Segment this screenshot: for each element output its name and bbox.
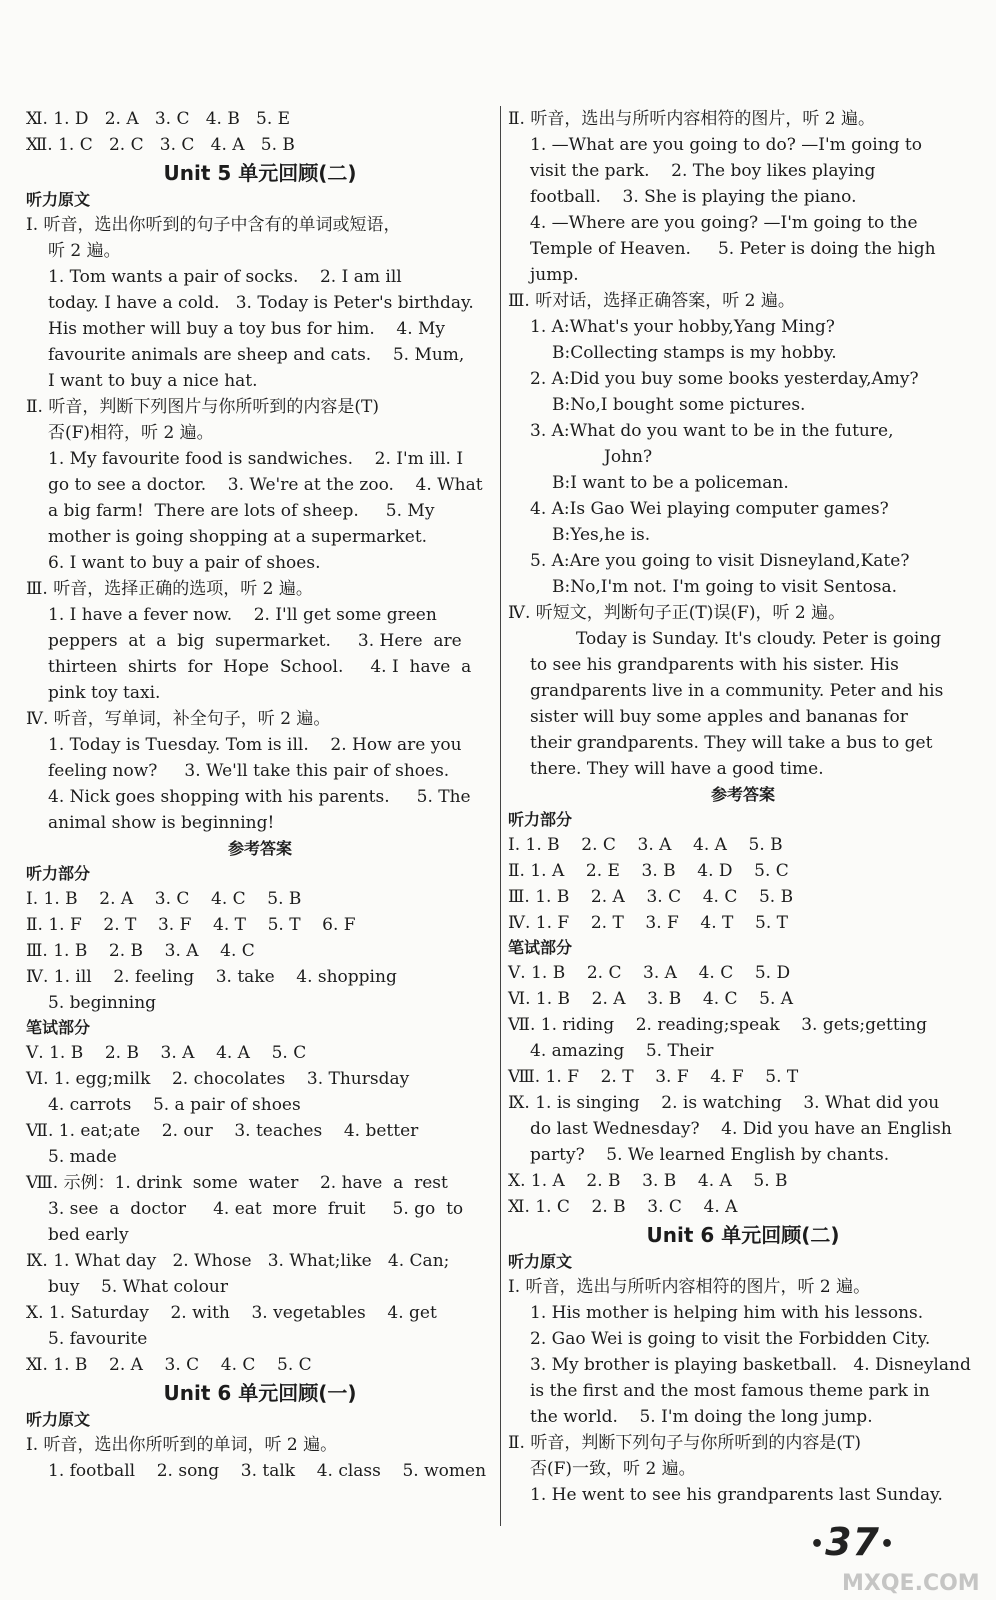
text-line: Ⅳ. 听音，写单词，补全句子，听 2 遍。: [26, 709, 331, 729]
text-line: there. They will have a good time.: [530, 759, 824, 779]
text-line: feeling now? 3. We'll take this pair of shoes.: [48, 761, 450, 781]
text-line: B:No,I bought some pictures.: [552, 395, 806, 415]
text-line: Ⅸ. 1. is singing 2. is watching 3. What did you: [508, 1093, 940, 1113]
text-line: 6. I want to buy a pair of shoes.: [48, 553, 321, 573]
answer-heading: 参考答案: [710, 785, 775, 804]
text-line: 1. —What are you going to do? —I'm going to: [530, 135, 922, 155]
text-line: the world. 5. I'm doing the long jump.: [530, 1407, 873, 1427]
watermark-text: MXQE.COM: [842, 1571, 980, 1596]
unit-heading: Unit 5 单元回顾(二): [163, 161, 357, 185]
text-line: party? 5. We learned English by chants.: [530, 1145, 890, 1165]
text-line: Ⅰ. 听音，选出与所听内容相符的图片，听 2 遍。: [508, 1277, 871, 1297]
page-number-text: 37: [825, 1520, 880, 1564]
text-line: Ⅺ. 1. C 2. B 3. C 4. A: [508, 1197, 738, 1217]
text-line: Ⅲ. 听音，选择正确的选项，听 2 遍。: [26, 579, 313, 599]
text-line: 1. My favourite food is sandwiches. 2. I'm ill. I: [48, 449, 464, 469]
watermark-logo: [838, 1550, 988, 1598]
text-line: do last Wednesday? 4. Did you have an English: [530, 1119, 952, 1139]
text-line: Ⅷ. 1. F 2. T 3. F 4. F 5. T: [508, 1067, 799, 1087]
text-line: Ⅴ. 1. B 2. B 3. A 4. A 5. C: [26, 1043, 307, 1063]
text-line: Ⅲ. 1. B 2. B 3. A 4. C: [26, 941, 255, 961]
text-line: Ⅺ. 1. D 2. A 3. C 4. B 5. E: [26, 109, 291, 129]
text-line: to see his grandparents with his sister. His: [530, 655, 899, 675]
text-line: B:No,I'm not. I'm going to visit Sentosa.: [552, 577, 898, 597]
text-line: jump.: [530, 265, 579, 285]
text-line: Ⅱ. 1. A 2. E 3. B 4. D 5. C: [508, 861, 789, 881]
text-line: 1. Today is Tuesday. Tom is ill. 2. How are you: [48, 735, 462, 755]
page-number: •37•: [810, 1520, 896, 1564]
column-divider: [500, 106, 501, 1526]
text-line: Ⅹ. 1. Saturday 2. with 3. vegetables 4. get: [26, 1303, 437, 1323]
text-line: Ⅵ. 1. B 2. A 3. B 4. C 5. A: [508, 989, 794, 1009]
text-line: 3. see a doctor 4. eat more fruit 5. go to: [48, 1199, 464, 1219]
section-heading: 听力原文: [26, 1410, 91, 1429]
unit-heading: Unit 6 单元回顾(二): [646, 1223, 840, 1247]
text-line: visit the park. 2. The boy likes playing: [530, 161, 876, 181]
text-line: Ⅹ. 1. A 2. B 3. B 4. A 5. B: [508, 1171, 788, 1191]
section-heading: 笔试部分: [508, 938, 573, 957]
text-line: bed early: [48, 1225, 129, 1245]
text-line: His mother will buy a toy bus for him. 4. My: [48, 319, 446, 339]
text-line: Ⅰ. 听音，选出你所听到的单词，听 2 遍。: [26, 1435, 338, 1455]
text-line: John?: [604, 447, 653, 467]
text-line: Ⅱ. 听音，判断下列句子与你所听到的内容是(T): [508, 1433, 861, 1453]
text-line: B:Collecting stamps is my hobby.: [552, 343, 837, 363]
text-line: their grandparents. They will take a bus to get: [530, 733, 933, 753]
text-line: Ⅳ. 1. ill 2. feeling 3. take 4. shopping: [26, 967, 397, 987]
text-line: animal show is beginning!: [48, 813, 275, 833]
text-line: Ⅷ. 示例：1. drink some water 2. have a rest: [26, 1173, 448, 1193]
text-line: 1. I have a fever now. 2. I'll get some green: [48, 605, 437, 625]
text-line: 1. His mother is helping him with his lessons.: [530, 1303, 924, 1323]
text-line: favourite animals are sheep and cats. 5. Mum,: [48, 345, 465, 365]
text-line: 2. Gao Wei is going to visit the Forbidden City.: [530, 1329, 931, 1349]
section-heading: 笔试部分: [26, 1018, 91, 1037]
text-line: Ⅸ. 1. What day 2. Whose 3. What;like 4. Can;: [26, 1251, 450, 1271]
text-line: is the first and the most famous theme park in: [530, 1381, 930, 1401]
section-heading: 听力原文: [508, 1252, 573, 1271]
text-line: Ⅲ. 听对话，选择正确答案，听 2 遍。: [508, 291, 795, 311]
text-line: 4. A:Is Gao Wei playing computer games?: [530, 499, 889, 519]
text-line: 5. beginning: [48, 993, 157, 1013]
text-line: Ⅲ. 1. B 2. A 3. C 4. C 5. B: [508, 887, 794, 907]
text-line: 4. Nick goes shopping with his parents. 5. The: [48, 787, 471, 807]
text-line: Ⅱ. 听音，选出与所听内容相符的图片，听 2 遍。: [508, 109, 875, 129]
text-line: buy 5. What colour: [48, 1277, 228, 1297]
text-line: 1. Tom wants a pair of socks. 2. I am ill: [48, 267, 402, 287]
text-line: Ⅵ. 1. egg;milk 2. chocolates 3. Thursday: [26, 1069, 410, 1089]
text-line: Ⅱ. 1. F 2. T 3. F 4. T 5. T 6. F: [26, 915, 356, 935]
text-line: Ⅻ. 1. C 2. C 3. C 4. A 5. B: [26, 135, 295, 155]
text-line: grandparents live in a community. Peter and his: [530, 681, 944, 701]
text-line: Ⅶ. 1. eat;ate 2. our 3. teaches 4. better: [26, 1121, 419, 1141]
text-line: go to see a doctor. 3. We're at the zoo. 4. What: [48, 475, 483, 495]
text-line: 1. football 2. song 3. talk 4. class 5. women: [48, 1461, 487, 1481]
text-line: 4. —Where are you going? —I'm going to the: [530, 213, 918, 233]
text-line: Ⅱ. 听音，判断下列图片与你所听到的内容是(T): [26, 397, 379, 417]
text-line: I want to buy a nice hat.: [48, 371, 258, 391]
text-line: Ⅰ. 1. B 2. C 3. A 4. A 5. B: [508, 835, 783, 855]
text-line: mother is going shopping at a supermarket.: [48, 527, 428, 547]
section-heading: 听力部分: [508, 810, 573, 829]
text-line: Ⅺ. 1. B 2. A 3. C 4. C 5. C: [26, 1355, 312, 1375]
text-line: Ⅳ. 1. F 2. T 3. F 4. T 5. T: [508, 913, 788, 933]
section-heading: 听力部分: [26, 864, 91, 883]
text-line: B:I want to be a policeman.: [552, 473, 789, 493]
text-line: 5. made: [48, 1147, 117, 1167]
text-line: Ⅳ. 听短文，判断句子正(T)误(F)，听 2 遍。: [508, 603, 846, 623]
text-line: 3. A:What do you want to be in the future,: [530, 421, 894, 441]
text-line: 4. carrots 5. a pair of shoes: [48, 1095, 301, 1115]
left-column: [26, 106, 494, 1484]
text-line: today. I have a cold. 3. Today is Peter's birthday.: [48, 293, 474, 313]
text-line: Ⅰ. 听音，选出你听到的句子中含有的单词或短语，: [26, 215, 401, 235]
text-line: a big farm! There are lots of sheep. 5. My: [48, 501, 435, 521]
right-column: [508, 106, 978, 1508]
text-line: thirteen shirts for Hope School. 4. I have a: [48, 657, 472, 677]
text-line: football. 3. She is playing the piano.: [530, 187, 857, 207]
text-line: pink toy taxi.: [48, 683, 161, 703]
text-line: 5. A:Are you going to visit Disneyland,Kate?: [530, 551, 910, 571]
text-line: Ⅶ. 1. riding 2. reading;speak 3. gets;getting: [508, 1015, 927, 1035]
section-heading: 听力原文: [26, 190, 91, 209]
text-line: Temple of Heaven. 5. Peter is doing the high: [530, 239, 936, 259]
text-line: 否(F)相符，听 2 遍。: [48, 423, 214, 443]
text-line: 1. A:What's your hobby,Yang Ming?: [530, 317, 835, 337]
text-line: 1. He went to see his grandparents last Sunday.: [530, 1485, 943, 1505]
text-line: Ⅰ. 1. B 2. A 3. C 4. C 5. B: [26, 889, 302, 909]
text-line: Ⅴ. 1. B 2. C 3. A 4. C 5. D: [508, 963, 791, 983]
text-line: Today is Sunday. It's cloudy. Peter is going: [576, 629, 942, 649]
text-line: 5. favourite: [48, 1329, 148, 1349]
answer-heading: 参考答案: [227, 839, 292, 858]
text-line: 3. My brother is playing basketball. 4. Disneyland: [530, 1355, 971, 1375]
text-line: 听 2 遍。: [48, 241, 121, 261]
text-line: 2. A:Did you buy some books yesterday,Amy?: [530, 369, 919, 389]
unit-heading: Unit 6 单元回顾(一): [163, 1381, 357, 1405]
text-line: peppers at a big supermarket. 3. Here are: [48, 631, 462, 651]
text-line: B:Yes,he is.: [552, 525, 651, 545]
text-line: 否(F)一致，听 2 遍。: [530, 1459, 696, 1479]
text-line: 4. amazing 5. Their: [530, 1041, 714, 1061]
text-line: sister will buy some apples and bananas for: [530, 707, 908, 727]
